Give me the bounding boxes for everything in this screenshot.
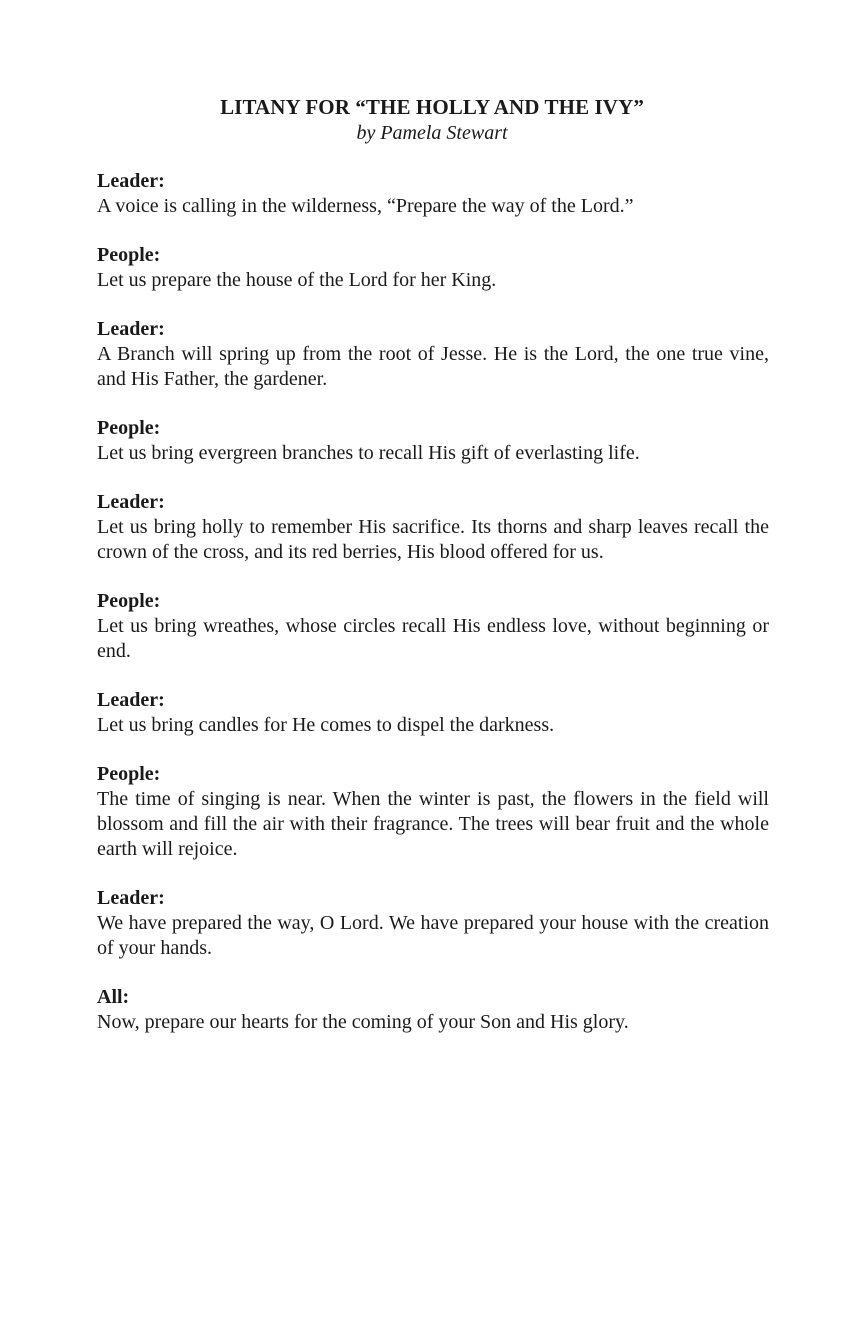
- document-byline: by Pamela Stewart: [356, 122, 508, 144]
- stanza-text: A Branch will spring up from the root of Jesse. He is the Lord, the one true vine, and His Father, the gardener.: [97, 343, 769, 390]
- stanza-9: [97, 886, 769, 961]
- speaker-label: All:: [97, 986, 130, 1008]
- stanza-6: [97, 589, 769, 664]
- speaker-label: Leader:: [97, 170, 165, 192]
- stanza-3: [97, 317, 769, 392]
- stanza-8: [97, 762, 769, 862]
- speaker-label: Leader:: [97, 318, 165, 340]
- stanza-4: [97, 416, 769, 466]
- speaker-label: People:: [97, 763, 161, 785]
- litany-body: [97, 169, 769, 1059]
- stanza-text: Let us bring wreathes, whose circles recall His endless love, without beginning or end.: [97, 615, 769, 662]
- stanza-2: [97, 243, 769, 293]
- stanza-text: We have prepared the way, O Lord. We have prepared your house with the creation of your hands.: [97, 912, 769, 959]
- stanza-text: Let us bring candles for He comes to dispel the darkness.: [97, 714, 555, 736]
- speaker-label: Leader:: [97, 887, 165, 909]
- stanza-1: [97, 169, 769, 219]
- document-title: LITANY FOR “THE HOLLY AND THE IVY”: [220, 95, 644, 119]
- stanza-5: [97, 490, 769, 565]
- stanza-text: Let us prepare the house of the Lord for her King.: [97, 269, 497, 291]
- speaker-label: People:: [97, 417, 161, 439]
- stanza-7: [97, 688, 769, 738]
- speaker-label: People:: [97, 590, 161, 612]
- stanza-text: The time of singing is near. When the winter is past, the flowers in the field will blossom and fill the air with their fragrance. The trees will bear fruit and the whole earth will rejoice.: [97, 788, 769, 860]
- stanza-text: A voice is calling in the wilderness, “Prepare the way of the Lord.”: [97, 195, 634, 217]
- stanza-10: [97, 985, 769, 1035]
- speaker-label: People:: [97, 244, 161, 266]
- speaker-label: Leader:: [97, 689, 165, 711]
- stanza-text: Let us bring evergreen branches to recall His gift of everlasting life.: [97, 442, 640, 464]
- speaker-label: Leader:: [97, 491, 165, 513]
- stanza-text: Let us bring holly to remember His sacrifice. Its thorns and sharp leaves recall the crown of the cross, and its red berries, His blood offered for us.: [97, 516, 769, 563]
- stanza-text: Now, prepare our hearts for the coming of your Son and His glory.: [97, 1011, 629, 1033]
